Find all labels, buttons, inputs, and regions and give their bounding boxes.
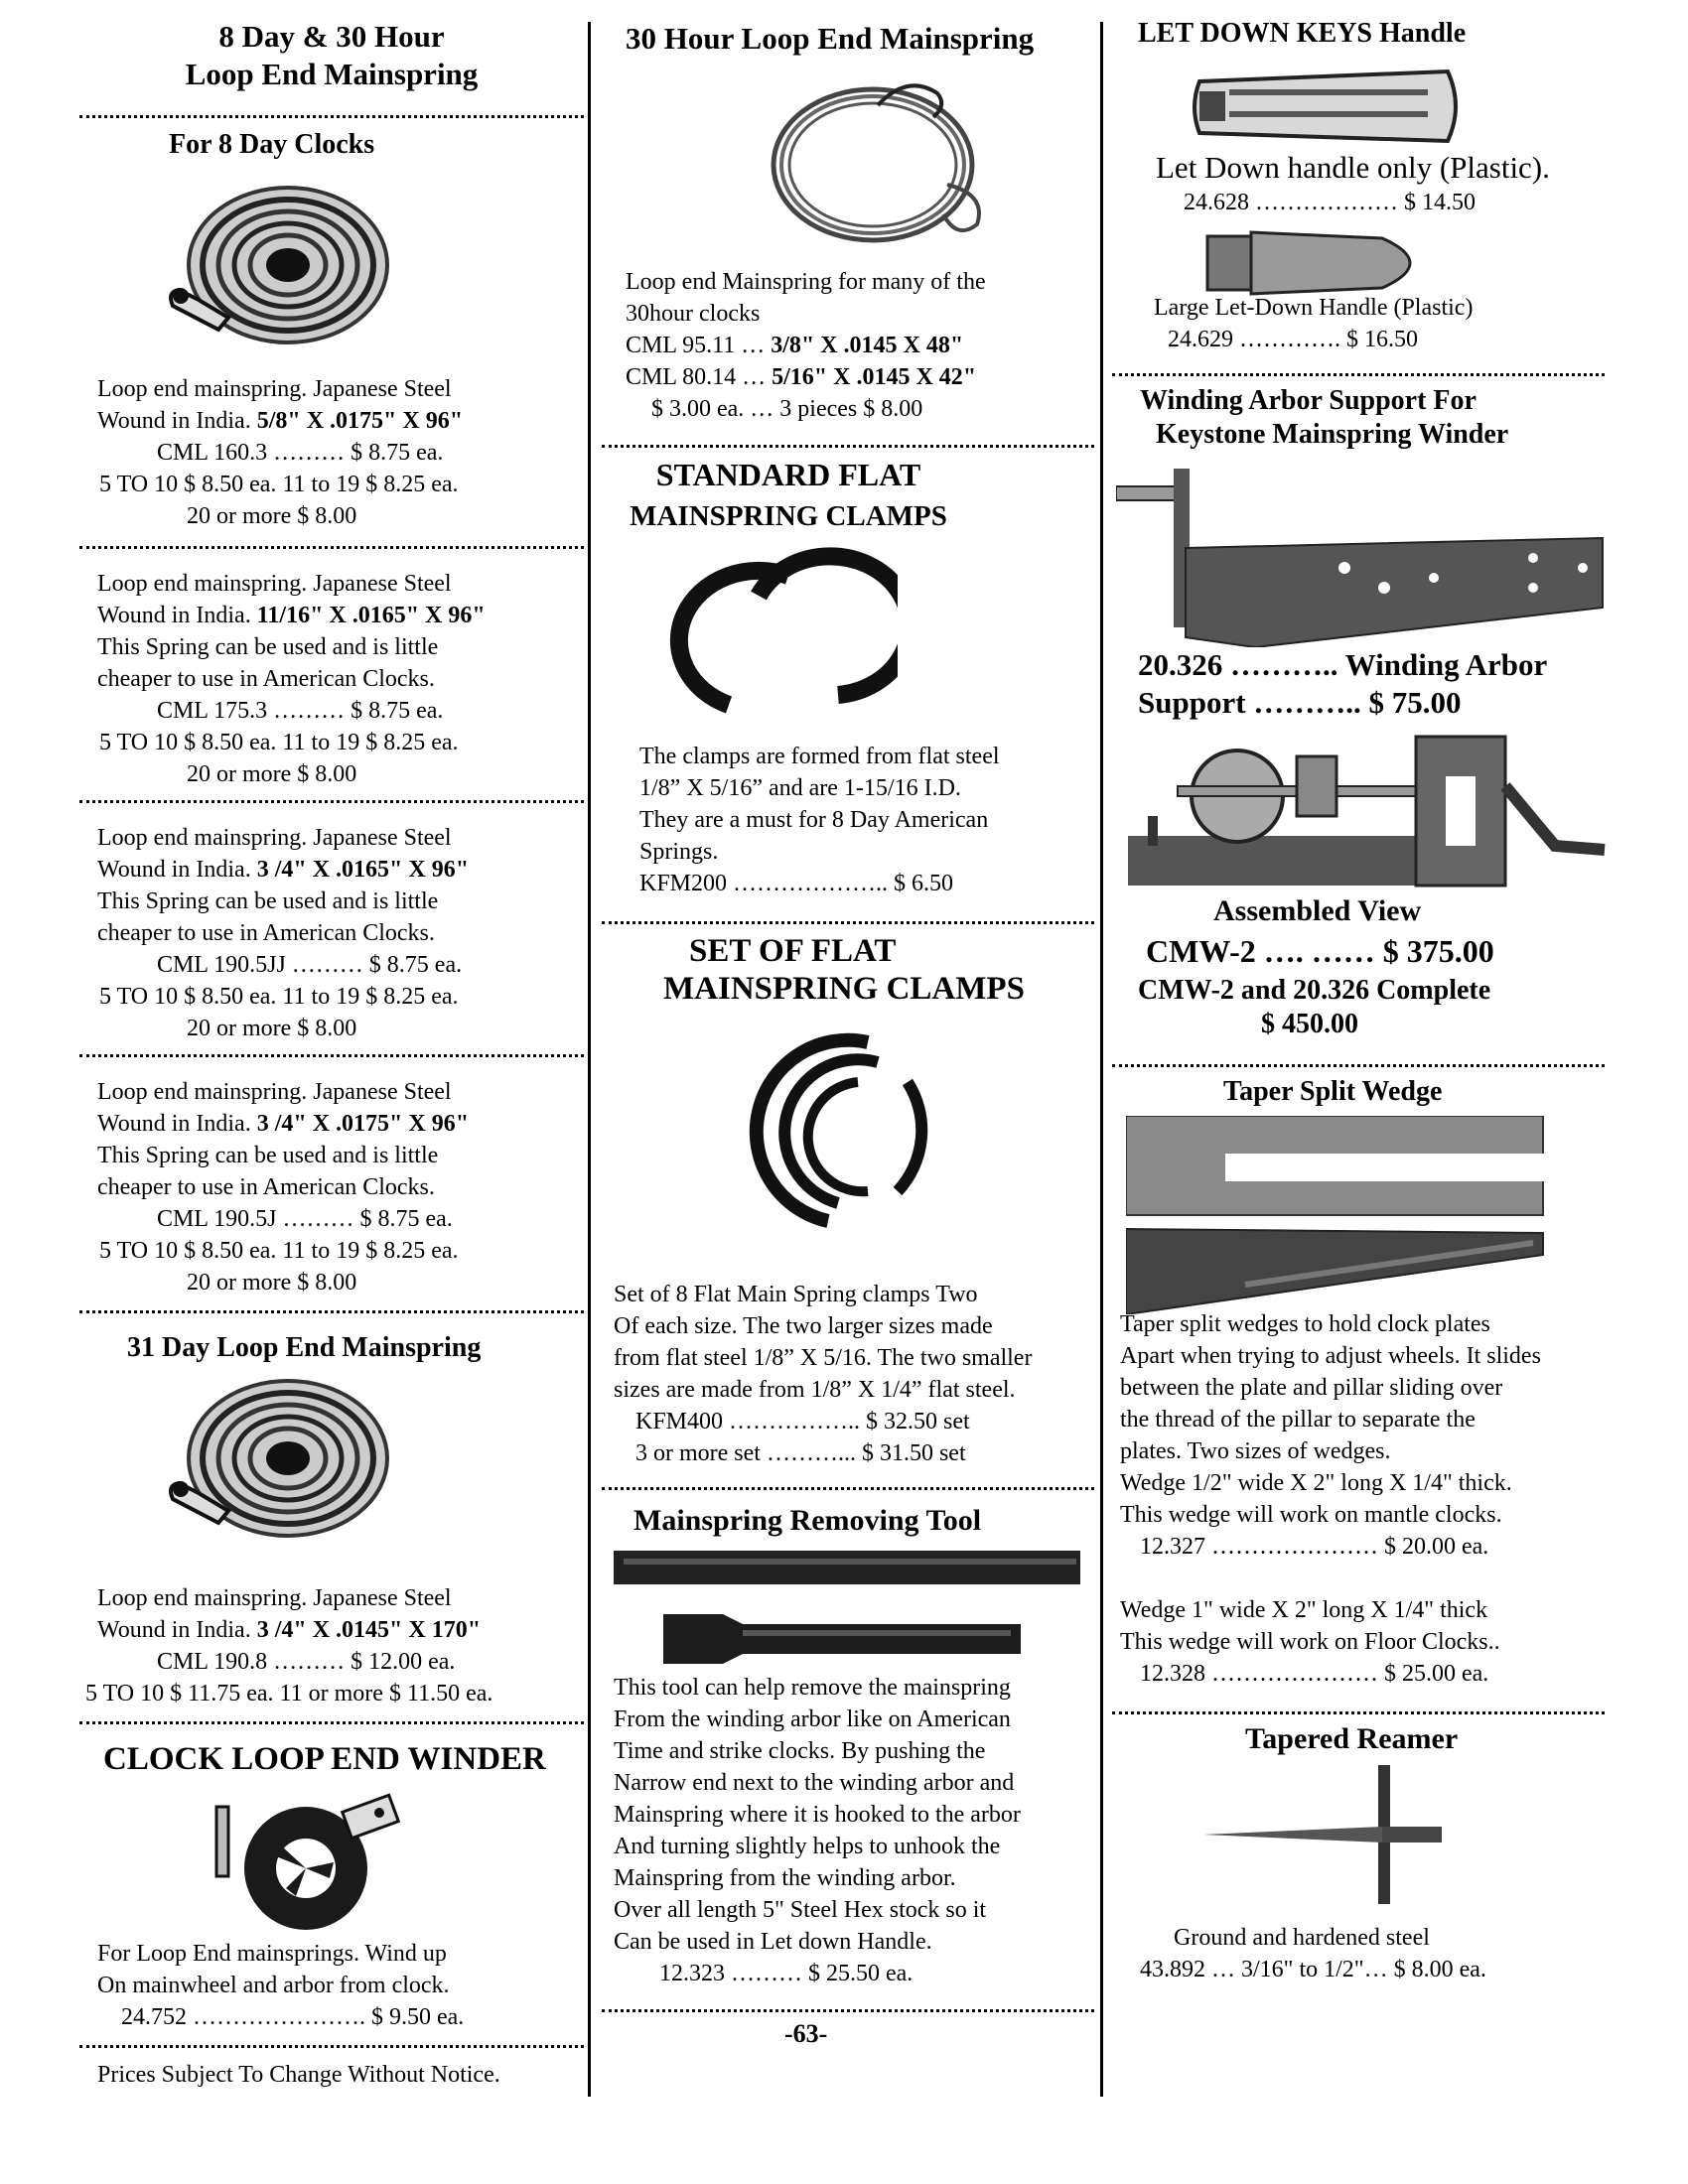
tapered-reamer-image [1203, 1763, 1481, 1912]
item-description: 1/8” X 5/16” and are 1-15/16 I.D. [639, 775, 961, 801]
item-description: For Loop End mainsprings. Wind up [97, 1941, 447, 1967]
spring-dimensions: 3/8" X .0145 X 48" [771, 333, 964, 358]
item-price: Support ……….. $ 75.00 [1138, 685, 1462, 720]
item-description: 30hour clocks [626, 301, 761, 327]
item-description: Over all length 5" Steel Hex stock so it [614, 1897, 987, 1923]
item-description: Apart when trying to adjust wheels. It slides [1120, 1343, 1541, 1369]
item-description: the thread of the pillar to separate the [1120, 1407, 1476, 1433]
column-divider-left [588, 22, 591, 2097]
dotted-divider [602, 2009, 1094, 2012]
item-description: They are a must for 8 Day American [639, 807, 989, 833]
item-spec-line: Wound in India. 3 /4" X .0175" X 96" [97, 1111, 470, 1137]
section-title: Tapered Reamer [1245, 1722, 1459, 1755]
item-description: Let Down handle only (Plastic). [1156, 150, 1550, 185]
spring-dimensions: 5/16" X .0145 X 42" [772, 364, 977, 390]
mainspring-coil-image [159, 1374, 397, 1543]
section-title: MAINSPRING CLAMPS [663, 971, 1025, 1007]
clamp-set-image [729, 1023, 957, 1231]
item-description: sizes are made from 1/8” X 1/4” flat steel. [614, 1377, 1016, 1403]
item-spec-line: CML 80.14 … 5/16" X .0145 X 42" [626, 364, 977, 390]
price-notice: Prices Subject To Change Without Notice. [97, 2062, 500, 2088]
item-description: plates. Two sizes of wedges. [1120, 1438, 1391, 1464]
item-description: Can be used in Let down Handle. [614, 1929, 932, 1955]
item-description: Large Let-Down Handle (Plastic) [1154, 295, 1474, 321]
dotted-divider [79, 800, 584, 803]
section-title: LET DOWN KEYS Handle [1138, 18, 1467, 49]
quantity-pricing: 20 or more $ 8.00 [187, 1016, 357, 1041]
item-description: from flat steel 1/8” X 5/16. The two smaller [614, 1345, 1033, 1371]
dotted-divider [79, 1721, 584, 1724]
item-description: Of each size. The two larger sizes made [614, 1313, 993, 1339]
spring-dimensions: 3 /4" X .0165" X 96" [256, 857, 470, 883]
quantity-pricing: 20 or more $ 8.00 [187, 1270, 357, 1296]
section-title: STANDARD FLAT MAINSPRING CLAMPS [630, 457, 947, 532]
removing-tool-image [614, 1545, 1080, 1664]
item-description: Ground and hardened steel [1174, 1925, 1430, 1951]
subsection-title: CLOCK LOOP END WINDER [103, 1741, 546, 1777]
item-spec-line: Wound in India. 11/16" X .0165" X 96" [97, 603, 486, 628]
item-description: Loop end mainspring. Japanese Steel [97, 571, 452, 597]
item-spec-line: Wound in India. 5/8" X .0175" X 96" [97, 408, 464, 434]
item-description: cheaper to use in American Clocks. [97, 1174, 435, 1200]
item-price: 12.323 ……… $ 25.50 ea. [659, 1961, 914, 1986]
section-title: Winding Arbor Support For [1140, 385, 1477, 416]
section-title: 30 Hour Loop End Mainspring [626, 21, 1035, 56]
item-description: Wedge 1" wide X 2" long X 1/4" thick [1120, 1597, 1488, 1623]
spring-dimensions: 11/16" X .0165" X 96" [256, 603, 486, 628]
item-price: CML 190.8 ……… $ 12.00 ea. [157, 1649, 456, 1675]
dotted-divider [79, 115, 584, 118]
item-description: On mainwheel and arbor from clock. [97, 1973, 450, 1998]
quantity-pricing: 5 TO 10 $ 8.50 ea. 11 to 19 $ 8.25 ea. [99, 1238, 459, 1264]
flat-clamps-image [669, 536, 898, 735]
dotted-divider [602, 921, 1094, 924]
item-description: cheaper to use in American Clocks. [97, 666, 435, 692]
item-description: This Spring can be used and is little [97, 1143, 439, 1168]
winding-arbor-support-image [1116, 459, 1613, 647]
subsection-title: For 8 Day Clocks [169, 129, 375, 160]
dotted-divider [79, 1310, 584, 1313]
column-divider-right [1100, 22, 1103, 2097]
item-price: 20.326 ……….. Winding Arbor [1138, 647, 1548, 682]
loop-end-winder-image [197, 1787, 415, 1936]
item-description: And turning slightly helps to unhook the [614, 1834, 1001, 1859]
item-spec-line: Wound in India. 3 /4" X .0165" X 96" [97, 857, 470, 883]
item-description: Set of 8 Flat Main Spring clamps Two [614, 1282, 978, 1307]
section-title: Keystone Mainspring Winder [1156, 419, 1509, 450]
item-description: Time and strike clocks. By pushing the [614, 1738, 986, 1764]
item-price: CML 190.5JJ ……… $ 8.75 ea. [157, 952, 463, 978]
item-price: CMW-2 …. …… $ 375.00 [1146, 933, 1494, 969]
section-title: Mainspring Removing Tool [633, 1504, 982, 1537]
item-description: Narrow end next to the winding arbor and [614, 1770, 1015, 1796]
item-price: 24.628 ……………… $ 14.50 [1184, 190, 1476, 215]
dotted-divider [79, 2045, 584, 2048]
item-description: Mainspring where it is hooked to the arbor [614, 1802, 1021, 1828]
item-price: $ 450.00 [1261, 1009, 1358, 1039]
quantity-pricing: 5 TO 10 $ 8.50 ea. 11 to 19 $ 8.25 ea. [99, 730, 459, 755]
item-description: This wedge will work on Floor Clocks.. [1120, 1629, 1500, 1655]
item-description: This Spring can be used and is little [97, 634, 439, 660]
item-description: Wedge 1/2" wide X 2" long X 1/4" thick. [1120, 1470, 1512, 1496]
item-price: 24.629 …………. $ 16.50 [1168, 327, 1418, 352]
subsection-title: 31 Day Loop End Mainspring [127, 1332, 482, 1363]
spring-dimensions: 3 /4" X .0145" X 170" [256, 1617, 482, 1643]
item-description: between the plate and pillar sliding over [1120, 1375, 1503, 1401]
quantity-pricing: 20 or more $ 8.00 [187, 761, 357, 787]
item-price: 3 or more set ………... $ 31.50 set [635, 1440, 966, 1466]
dotted-divider [1112, 1064, 1605, 1067]
item-price: 12.327 ………………… $ 20.00 ea. [1140, 1534, 1489, 1560]
item-description: Mainspring from the winding arbor. [614, 1865, 956, 1891]
section-title: Taper Split Wedge [1223, 1076, 1443, 1107]
page-number: -63- [784, 2019, 828, 2048]
subsection-title: Assembled View [1213, 894, 1422, 927]
item-price: 12.328 ………………… $ 25.00 ea. [1140, 1661, 1489, 1687]
item-price: KFM200 ……………….. $ 6.50 [639, 871, 954, 896]
item-price: CML 175.3 ……… $ 8.75 ea. [157, 698, 444, 724]
dotted-divider [79, 1054, 584, 1057]
spring-dimensions: 5/8" X .0175" X 96" [256, 408, 464, 434]
item-description: Loop end Mainspring for many of the [626, 269, 986, 295]
section-title: SET OF FLAT [689, 933, 897, 969]
item-price: $ 3.00 ea. … 3 pieces $ 8.00 [651, 396, 923, 422]
item-spec-line: CML 95.11 … 3/8" X .0145 X 48" [626, 333, 964, 358]
item-description: This Spring can be used and is little [97, 888, 439, 914]
item-description: Springs. [639, 839, 719, 865]
item-description: cheaper to use in American Clocks. [97, 920, 435, 946]
item-description: This wedge will work on mantle clocks. [1120, 1502, 1502, 1528]
item-description: From the winding arbor like on American [614, 1706, 1011, 1732]
section-title: 8 Day & 30 Hour Loop End Mainspring [185, 19, 479, 91]
loop-mainspring-image [749, 66, 997, 254]
quantity-pricing: 5 TO 10 $ 8.50 ea. 11 to 19 $ 8.25 ea. [99, 984, 459, 1010]
dotted-divider [602, 1487, 1094, 1490]
item-price: 43.892 … 3/16" to 1/2"… $ 8.00 ea. [1140, 1957, 1486, 1982]
item-price: CML 160.3 ……… $ 8.75 ea. [157, 440, 444, 466]
item-price: KFM400 …………….. $ 32.50 set [635, 1409, 970, 1434]
dotted-divider [602, 445, 1094, 448]
item-description: This tool can help remove the mainspring [614, 1675, 1011, 1701]
quantity-pricing: 20 or more $ 8.00 [187, 503, 357, 529]
item-description: Loop end mainspring. Japanese Steel [97, 1585, 452, 1611]
item-description: Loop end mainspring. Japanese Steel [97, 825, 452, 851]
item-description: The clamps are formed from flat steel [639, 744, 1000, 769]
dotted-divider [79, 546, 584, 549]
item-price: CML 190.5J ……… $ 8.75 ea. [157, 1206, 453, 1232]
let-down-handle-image [1190, 62, 1468, 151]
item-price: 24.752 …………………. $ 9.50 ea. [121, 2004, 465, 2030]
dotted-divider [1112, 1711, 1605, 1714]
mainspring-coil-image [159, 181, 397, 349]
spring-dimensions: 3 /4" X .0175" X 96" [256, 1111, 470, 1137]
assembled-winder-image [1118, 727, 1615, 895]
dotted-divider [1112, 373, 1605, 376]
taper-split-wedge-image [1126, 1116, 1573, 1314]
quantity-pricing: 5 TO 10 $ 8.50 ea. 11 to 19 $ 8.25 ea. [99, 472, 459, 497]
item-description: CMW-2 and 20.326 Complete [1138, 975, 1491, 1006]
item-description: Loop end mainspring. Japanese Steel [97, 376, 452, 402]
quantity-pricing: 5 TO 10 $ 11.75 ea. 11 or more $ 11.50 ea. [85, 1681, 493, 1706]
item-description: Loop end mainspring. Japanese Steel [97, 1079, 452, 1105]
item-description: Taper split wedges to hold clock plates [1120, 1311, 1490, 1337]
item-spec-line: Wound in India. 3 /4" X .0145" X 170" [97, 1617, 482, 1643]
